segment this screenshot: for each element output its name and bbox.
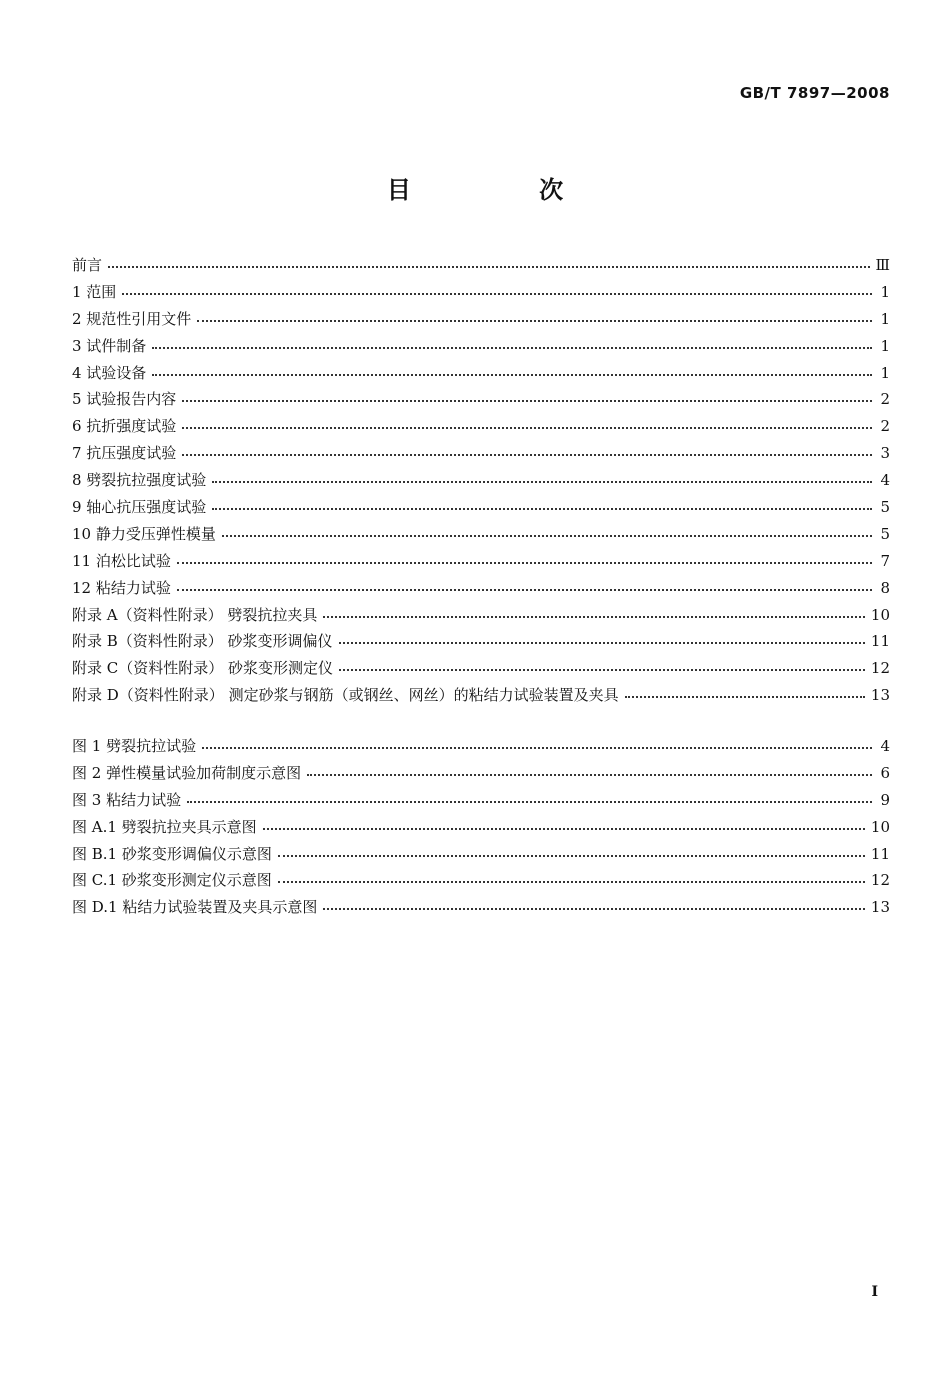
- toc-entry-page: 10: [870, 605, 890, 624]
- figure-entry-c1[interactable]: [72, 869, 890, 896]
- toc-entry-page: 5: [880, 498, 890, 517]
- page-number: I: [871, 1284, 878, 1300]
- figure-entry-label: 图 A.1 劈裂抗拉夹具示意图: [72, 817, 257, 836]
- dot-leader: [323, 908, 865, 910]
- toc-entry-page: 13: [870, 686, 890, 705]
- figure-entry-label: 图 C.1 砂浆变形测定仪示意图: [72, 871, 272, 890]
- list-of-figures: [72, 735, 890, 923]
- figure-entry-2[interactable]: [72, 762, 890, 789]
- figure-entry-a1[interactable]: [72, 816, 890, 843]
- figure-entry-label: 图 2 弹性模量试验加荷制度示意图: [72, 763, 302, 782]
- toc-entry-8[interactable]: [72, 469, 890, 496]
- toc-entry-5[interactable]: [72, 388, 890, 415]
- toc-entry-3[interactable]: [72, 335, 890, 362]
- toc-entry-label: 9 轴心抗压强度试验: [72, 498, 207, 517]
- standard-code: GB/T 7897—2008: [739, 84, 890, 102]
- dot-leader: [263, 828, 865, 830]
- toc-entry-page: Ⅲ: [875, 256, 890, 274]
- page-title: 目 次: [386, 176, 624, 204]
- toc-entry-4[interactable]: [72, 362, 890, 389]
- dot-leader: [152, 374, 872, 376]
- toc-entry-appendix-b[interactable]: [72, 630, 890, 657]
- figure-entry-label: 图 B.1 砂浆变形调偏仪示意图: [72, 844, 272, 863]
- toc-entry-label: 5 试验报告内容: [72, 390, 177, 409]
- toc-entry-label: 附录 A（资料性附录） 劈裂抗拉夹具: [72, 605, 318, 624]
- toc-entry-label: 12 粘结力试验: [72, 578, 171, 597]
- figure-entry-label: 图 3 粘结力试验: [72, 790, 182, 809]
- dot-leader: [212, 508, 872, 510]
- dot-leader: [278, 881, 865, 883]
- toc-entry-label: 8 劈裂抗拉强度试验: [72, 471, 207, 490]
- toc-entry-label: 前言: [72, 256, 103, 274]
- figure-entry-page: 13: [870, 898, 890, 917]
- figure-entry-1[interactable]: [72, 735, 890, 762]
- dot-leader: [339, 669, 865, 671]
- toc-entry-label: 10 静力受压弹性模量: [72, 524, 216, 543]
- toc-entry-page: 1: [880, 336, 890, 355]
- dot-leader: [182, 427, 872, 429]
- figure-entry-label: 图 1 劈裂抗拉试验: [72, 737, 197, 755]
- dot-leader: [625, 696, 865, 698]
- dot-leader: [177, 562, 872, 564]
- toc-entry-appendix-a[interactable]: [72, 604, 890, 631]
- figure-entry-page: 11: [870, 844, 890, 863]
- toc-entry-label: 7 抗压强度试验: [72, 444, 177, 463]
- dot-leader: [278, 855, 865, 857]
- toc-entry-page: 2: [880, 390, 890, 409]
- toc-entry-9[interactable]: [72, 496, 890, 523]
- figure-entry-b1[interactable]: [72, 843, 890, 870]
- dot-leader: [108, 266, 870, 268]
- toc-entry-page: 4: [880, 471, 890, 490]
- toc-entry-12[interactable]: [72, 577, 890, 604]
- figure-entry-label: 图 D.1 粘结力试验装置及夹具示意图: [72, 898, 318, 917]
- toc-entry-2[interactable]: [72, 308, 890, 335]
- toc-entry-page: 7: [880, 551, 890, 570]
- dot-leader: [222, 535, 872, 537]
- figure-entry-d1[interactable]: [72, 896, 890, 923]
- figure-entry-page: 12: [870, 871, 890, 890]
- figure-entry-3[interactable]: [72, 789, 890, 816]
- figure-entry-page: 9: [880, 790, 890, 809]
- toc-entry-label: 附录 B（资料性附录） 砂浆变形调偏仪: [72, 632, 333, 651]
- dot-leader: [323, 616, 865, 618]
- toc-entry-page: 1: [880, 282, 890, 301]
- toc-entry-label: 3 试件制备: [72, 336, 147, 355]
- toc-entry-7[interactable]: [72, 442, 890, 469]
- dot-leader: [202, 747, 872, 749]
- toc-entry-appendix-d[interactable]: [72, 684, 890, 711]
- toc-entry-6[interactable]: [72, 415, 890, 442]
- toc-entry-label: 6 抗折强度试验: [72, 417, 177, 436]
- toc-entry-appendix-c[interactable]: [72, 657, 890, 684]
- toc-entry-page: 2: [880, 417, 890, 436]
- toc-entry-10[interactable]: [72, 523, 890, 550]
- toc-entry-11[interactable]: [72, 550, 890, 577]
- toc-entry-page: 3: [880, 444, 890, 463]
- dot-leader: [212, 481, 872, 483]
- dot-leader: [307, 774, 872, 776]
- dot-leader: [122, 293, 872, 295]
- toc-entry-label: 附录 C（资料性附录） 砂浆变形测定仪: [72, 659, 334, 678]
- dot-leader: [187, 801, 872, 803]
- figure-entry-page: 10: [870, 817, 890, 836]
- toc-entry-page: 8: [880, 578, 890, 597]
- toc-entry-page: 5: [880, 524, 890, 543]
- toc-entry-label: 附录 D（资料性附录） 测定砂浆与钢筋（或钢丝、网丝）的粘结力试验装置及夹具: [72, 686, 619, 705]
- toc-entry-1[interactable]: [72, 281, 890, 308]
- figure-entry-page: 4: [880, 737, 890, 755]
- toc-entry-page: 1: [880, 309, 890, 328]
- dot-leader: [182, 454, 872, 456]
- dot-leader: [152, 347, 872, 349]
- table-of-contents: [72, 254, 890, 711]
- toc-entry-page: 1: [880, 363, 890, 382]
- toc-entry-label: 2 规范性引用文件: [72, 309, 192, 328]
- toc-entry-page: 11: [870, 632, 890, 651]
- figure-entry-page: 6: [880, 763, 890, 782]
- toc-entry-label: 4 试验设备: [72, 363, 147, 382]
- toc-entry-page: 12: [870, 659, 890, 678]
- toc-entry-preface[interactable]: [72, 254, 890, 281]
- dot-leader: [339, 642, 865, 644]
- dot-leader: [177, 589, 872, 591]
- toc-entry-label: 11 泊松比试验: [72, 551, 171, 570]
- toc-entry-label: 1 范围: [72, 282, 117, 301]
- dot-leader: [197, 320, 872, 322]
- dot-leader: [182, 400, 872, 402]
